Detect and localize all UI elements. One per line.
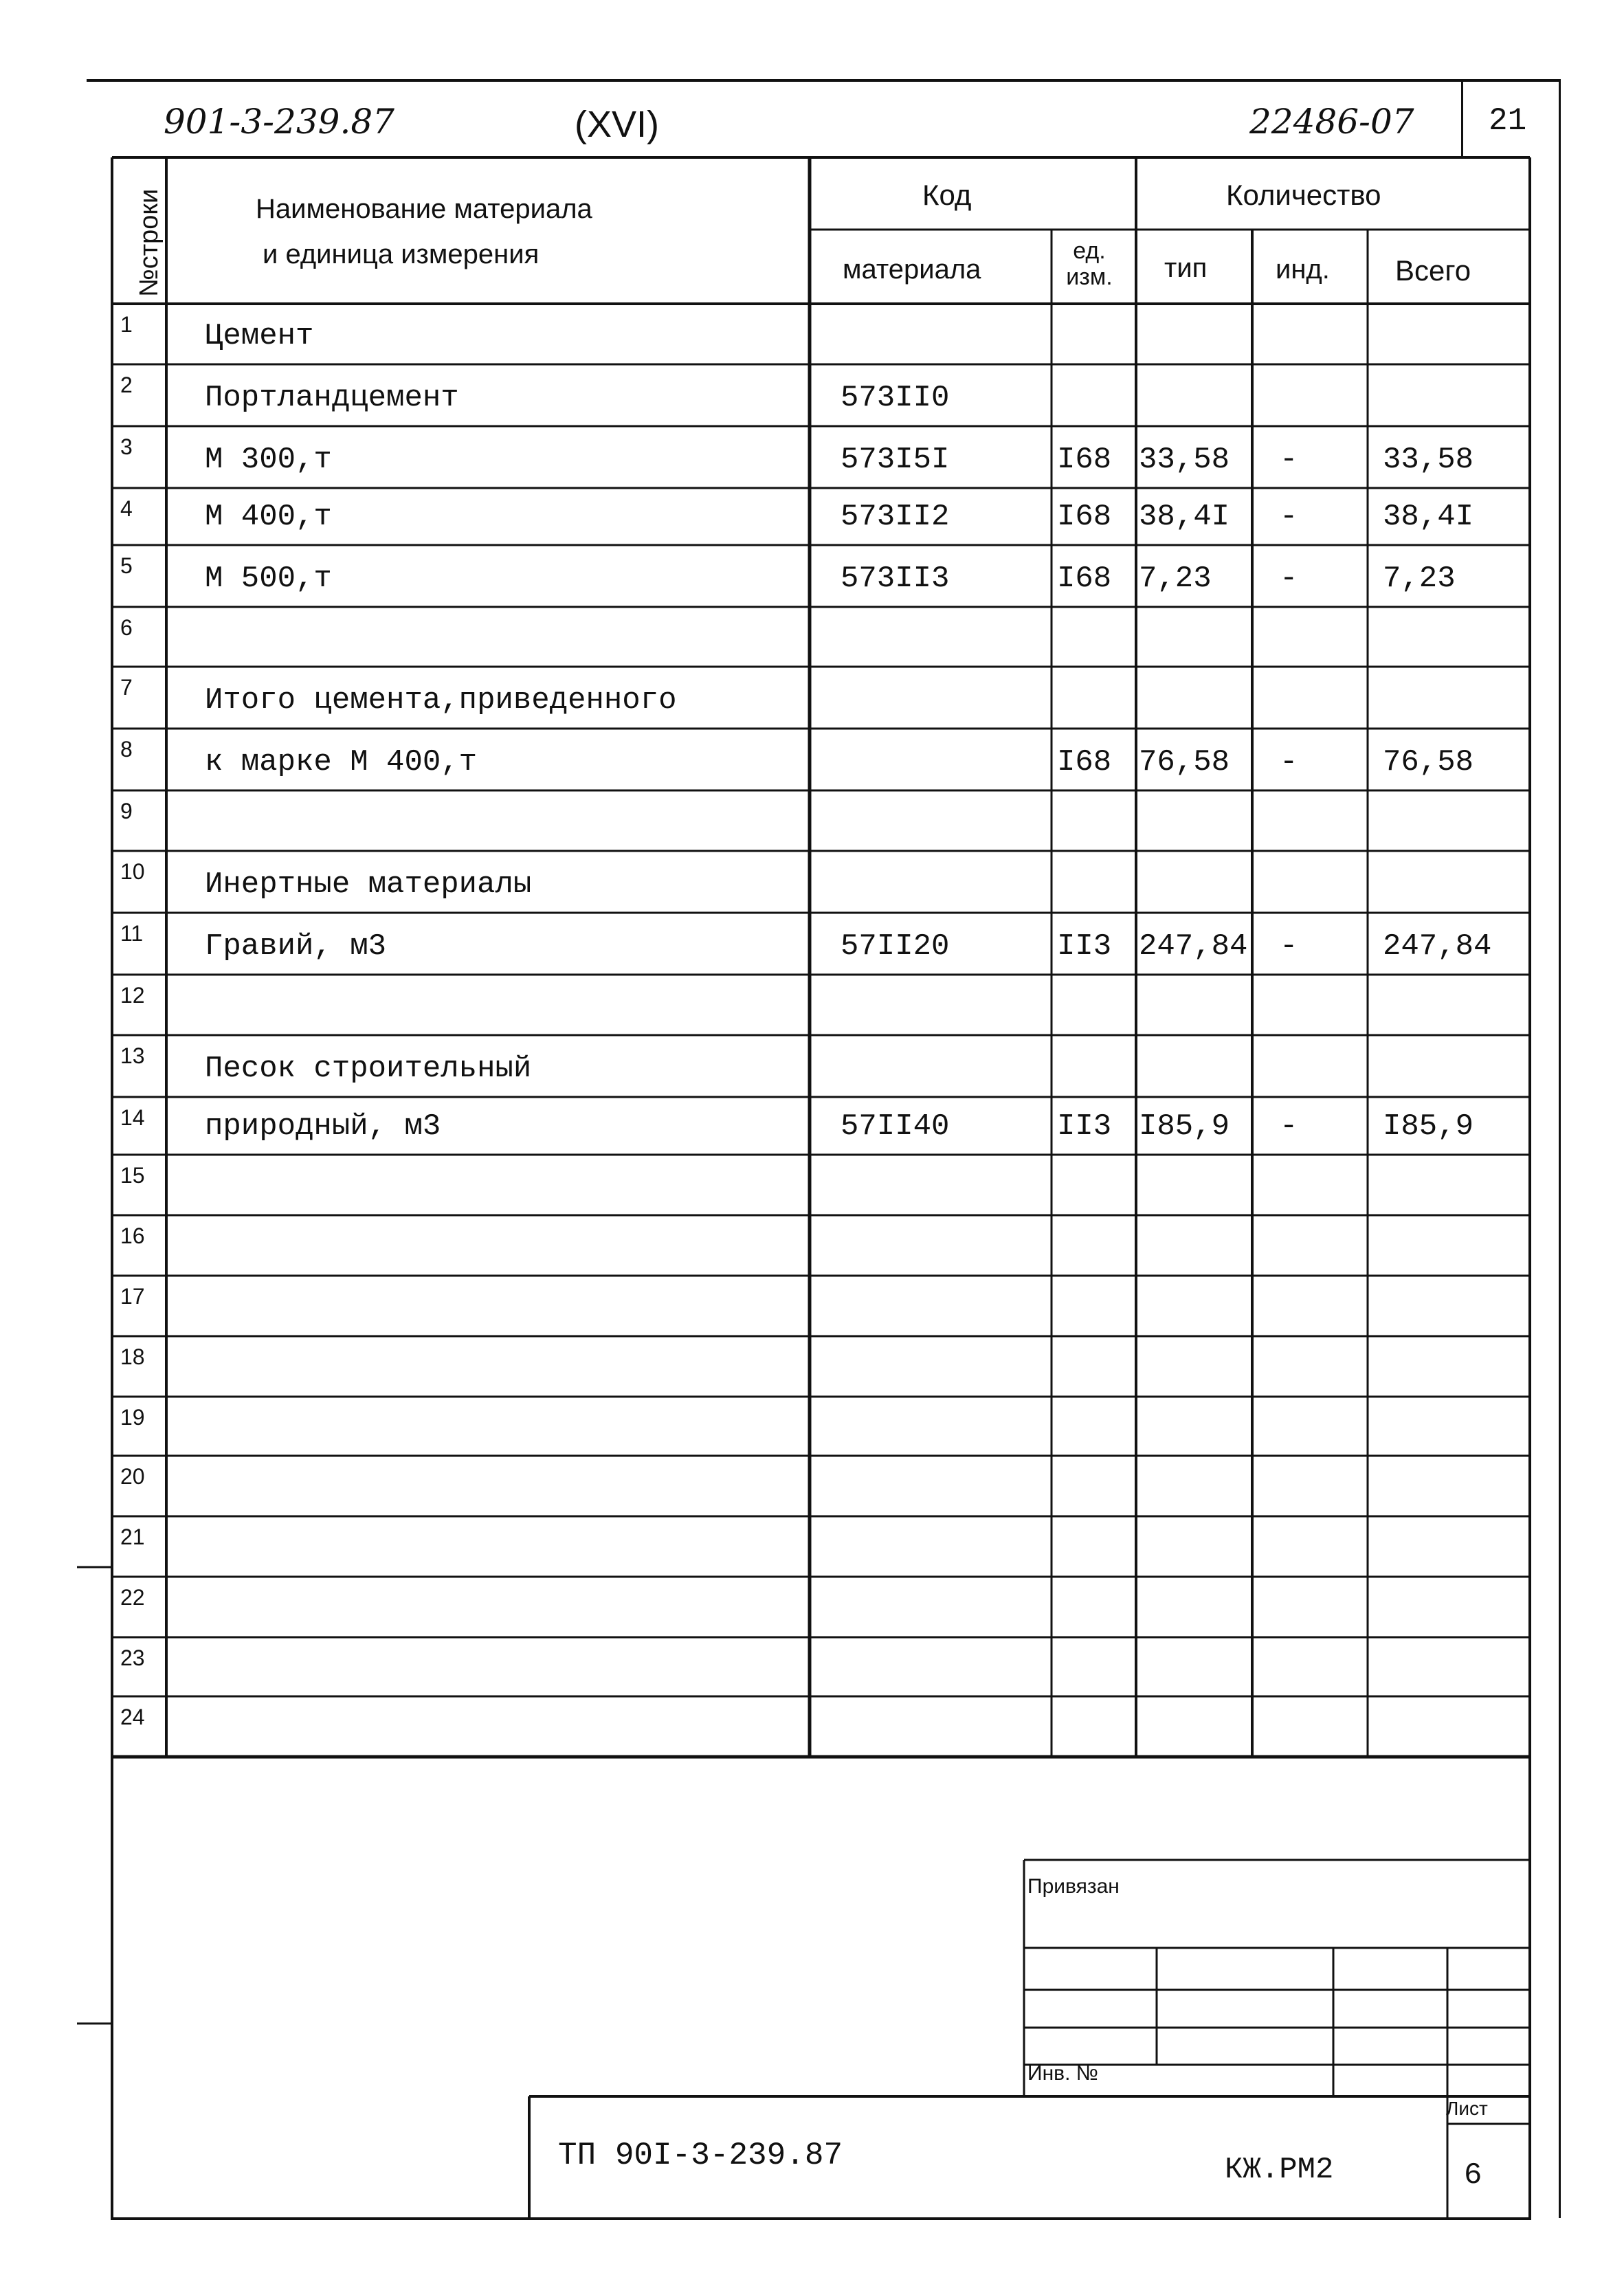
cell-qty-ind: - xyxy=(1280,745,1298,779)
cell-material-name: Портландцемент xyxy=(205,381,459,415)
cell-row-number: 13 xyxy=(120,1043,145,1068)
stamp-project-code: ТП 90I-3-239.87 xyxy=(558,2138,843,2173)
cell-row-number: 6 xyxy=(120,615,133,640)
cell-unit-code: I68 xyxy=(1057,443,1112,477)
cell-row-number: 22 xyxy=(120,1585,145,1610)
cell-material-name: природный, м3 xyxy=(205,1109,441,1144)
cell-row-number: 7 xyxy=(120,675,133,700)
cell-qty-type: 247,84 xyxy=(1139,929,1248,964)
cell-material-code: 573II3 xyxy=(841,562,950,596)
cell-row-number: 19 xyxy=(120,1405,145,1430)
cell-material-code: 573II2 xyxy=(841,500,950,534)
cell-row-number: 10 xyxy=(120,859,145,884)
cell-row-number: 17 xyxy=(120,1284,145,1309)
cell-qty-ind: - xyxy=(1280,562,1298,596)
stamp-privyazan: Привязан xyxy=(1027,1875,1120,1898)
cell-material-code: 573II0 xyxy=(841,381,950,415)
cell-material-code: 57II40 xyxy=(841,1109,950,1144)
cell-row-number: 4 xyxy=(120,496,133,521)
col-code-material-header: материала xyxy=(843,254,981,285)
cell-row-number: 20 xyxy=(120,1464,145,1489)
col-code-unit-header: ед. изм. xyxy=(1066,238,1113,290)
cell-qty-total: 38,4I xyxy=(1383,500,1474,534)
cell-unit-code: II3 xyxy=(1057,929,1112,964)
cell-material-name: Гравий, м3 xyxy=(205,929,387,964)
col-qty-total-header: Всего xyxy=(1395,254,1471,287)
page-number: 21 xyxy=(1489,103,1527,139)
cell-row-number: 8 xyxy=(120,737,133,762)
cell-qty-type: 7,23 xyxy=(1139,562,1212,596)
cell-row-number: 3 xyxy=(120,434,133,459)
cell-material-name: Песок строительный xyxy=(205,1052,532,1086)
cell-qty-type: 76,58 xyxy=(1139,745,1230,779)
cell-row-number: 16 xyxy=(120,1223,145,1248)
cell-material-code: 57II20 xyxy=(841,929,950,964)
cell-row-number: 2 xyxy=(120,373,133,397)
col-qty-group-header: Количество xyxy=(1226,179,1381,211)
cell-row-number: 1 xyxy=(120,312,133,337)
stamp-list-number: 6 xyxy=(1464,2158,1482,2193)
doc-number: 22486-07 xyxy=(1249,102,1414,142)
stamp-section-code: КЖ.РМ2 xyxy=(1225,2153,1334,2187)
cell-row-number: 24 xyxy=(120,1705,145,1729)
cell-material-name: М 300,т xyxy=(205,443,332,477)
cell-qty-type: 38,4I xyxy=(1139,500,1230,534)
cell-unit-code: I68 xyxy=(1057,500,1112,534)
col-name-header-line2: и единица измерения xyxy=(263,239,540,269)
cell-qty-total: I85,9 xyxy=(1383,1109,1474,1144)
cell-material-name: Цемент xyxy=(205,319,314,353)
col-name-header-line1: Наименование материала xyxy=(256,194,592,224)
cell-material-code: 573I5I xyxy=(841,443,950,477)
cell-row-number: 5 xyxy=(120,553,133,578)
cell-material-name: Инертные материалы xyxy=(205,867,532,902)
cell-material-name: М 400,т xyxy=(205,500,332,534)
col-qty-type-header: тип xyxy=(1164,253,1208,283)
cell-unit-code: I68 xyxy=(1057,562,1112,596)
cell-qty-total: 33,58 xyxy=(1383,443,1474,477)
cell-qty-ind: - xyxy=(1280,1109,1298,1144)
col-qty-ind-header: инд. xyxy=(1276,254,1330,285)
col-code-group-header: Код xyxy=(922,179,972,211)
doc-code: 901-3-239.87 xyxy=(164,102,394,142)
cell-material-name: Итого цемента,приведенного xyxy=(205,683,677,718)
cell-row-number: 9 xyxy=(120,799,133,823)
cell-row-number: 15 xyxy=(120,1163,145,1188)
cell-unit-code: II3 xyxy=(1057,1109,1112,1144)
cell-row-number: 23 xyxy=(120,1645,145,1670)
cell-qty-total: 247,84 xyxy=(1383,929,1492,964)
cell-row-number: 11 xyxy=(120,921,144,946)
cell-unit-code: I68 xyxy=(1057,745,1112,779)
col-row-no-header: №строки xyxy=(135,188,164,297)
cell-qty-ind: - xyxy=(1280,929,1298,964)
cell-qty-type: 33,58 xyxy=(1139,443,1230,477)
cell-qty-total: 7,23 xyxy=(1383,562,1456,596)
cell-material-name: к марке М 400,т xyxy=(205,745,478,779)
cell-row-number: 14 xyxy=(120,1105,145,1130)
stamp-list-label: Лист xyxy=(1446,2098,1488,2119)
cell-row-number: 18 xyxy=(120,1344,145,1369)
cell-qty-ind: - xyxy=(1280,500,1298,534)
cell-qty-ind: - xyxy=(1280,443,1298,477)
cell-material-name: М 500,т xyxy=(205,562,332,596)
cell-qty-total: 76,58 xyxy=(1383,745,1474,779)
roman-numeral: (XVI) xyxy=(575,104,660,145)
cell-row-number: 12 xyxy=(120,983,145,1008)
stamp-inv-no: Инв. № xyxy=(1027,2062,1098,2085)
cell-qty-type: I85,9 xyxy=(1139,1109,1230,1144)
cell-row-number: 21 xyxy=(120,1524,145,1549)
